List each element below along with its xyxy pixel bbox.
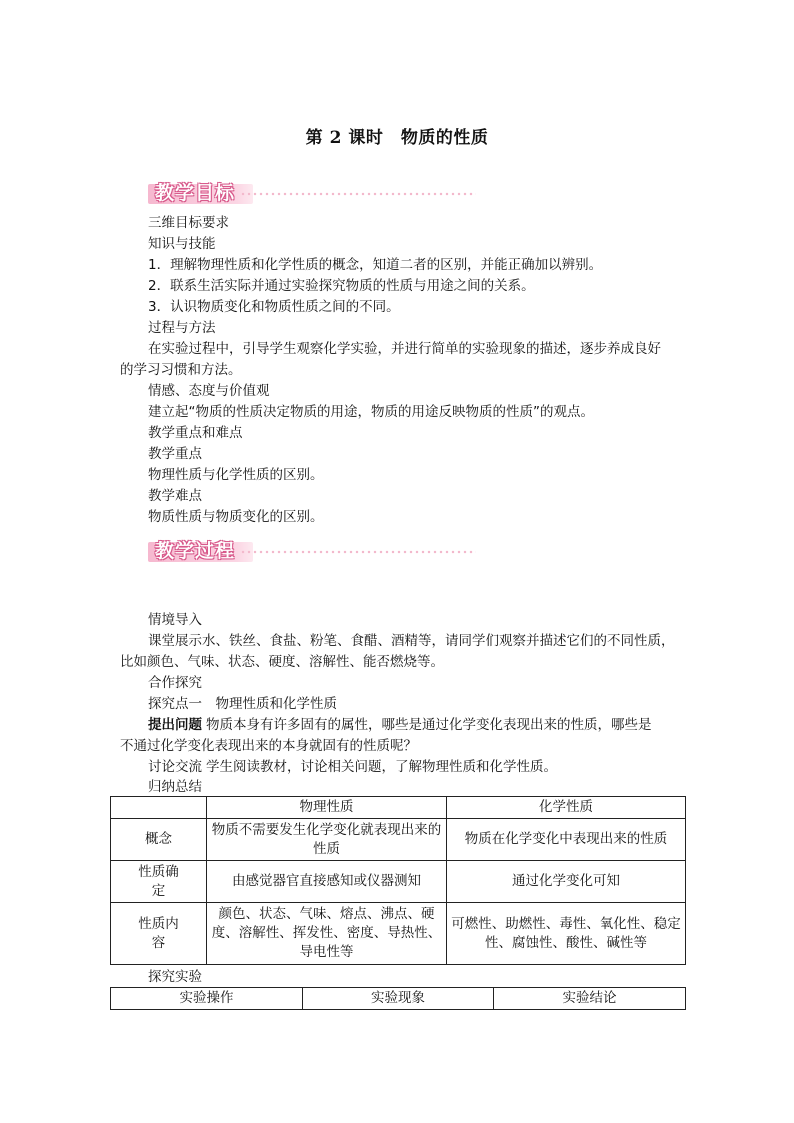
section-banner-process bbox=[148, 536, 478, 566]
table-cell: 颜色、状态、气味、熔点、沸点、硬度、溶解性、挥发性、密度、导热性、导电性等 bbox=[207, 903, 447, 965]
process-method-text-1: 在实验过程中，引导学生观察化学实验，并进行简单的实验现象的描述，逐步养成良好 bbox=[148, 341, 661, 357]
table-header-row bbox=[111, 988, 686, 1010]
table-header-cell bbox=[111, 797, 207, 819]
table-cell: 可燃性、助燃性、毒性、氧化性、稳定性、腐蚀性、酸性、碱性等 bbox=[447, 903, 686, 965]
table-header-row bbox=[111, 797, 686, 819]
heading-summary: 归纳总结 bbox=[148, 779, 202, 795]
table-header-cell: 实验操作 bbox=[111, 988, 303, 1010]
key-points-text: 物理性质与化学性质的区别。 bbox=[148, 467, 324, 483]
table-header-cell: 物理性质 bbox=[207, 797, 447, 819]
heading-knowledge-skills: 知识与技能 bbox=[148, 236, 216, 252]
discussion-line bbox=[148, 758, 557, 777]
table-header-cell: 实验结论 bbox=[494, 988, 686, 1010]
row-label-concept: 概念 bbox=[111, 819, 207, 861]
discussion-label: 讨论交流 bbox=[148, 759, 202, 775]
question-text-1: 物质本身有许多固有的属性，哪些是通过化学变化表现出来的性质，哪些是 bbox=[206, 717, 652, 733]
discussion-text: 学生阅读教材，讨论相关问题，了解物理性质和化学性质。 bbox=[206, 759, 557, 775]
heading-situation-intro: 情境导入 bbox=[148, 612, 202, 628]
section-banner-goals bbox=[148, 178, 478, 208]
heading-cooperative-inquiry: 合作探究 bbox=[148, 675, 202, 691]
process-method-text-2: 的学习习惯和方法。 bbox=[120, 362, 242, 378]
banner-dots bbox=[240, 192, 476, 196]
question-text-2: 不通过化学变化表现出来的本身就固有的性质呢？ bbox=[120, 738, 417, 754]
heading-key-points: 教学重点 bbox=[148, 446, 202, 462]
experiment-table bbox=[110, 987, 686, 1010]
question-line bbox=[148, 716, 652, 735]
table-row bbox=[111, 903, 686, 965]
heading-process-method: 过程与方法 bbox=[148, 320, 216, 336]
banner-dots bbox=[240, 550, 476, 554]
section-title-process: 教学过程 bbox=[155, 540, 236, 562]
attitude-values-text: 建立起“物质的性质决定物质的用途，物质的用途反映物质的性质”的观点。 bbox=[148, 404, 594, 420]
row-label-determination: 性质确定 bbox=[111, 861, 207, 903]
table-header-cell: 实验现象 bbox=[303, 988, 494, 1010]
page-title: 第 2 课时 物质的性质 bbox=[305, 128, 489, 148]
table-cell: 物质不需要发生化学变化就表现出来的性质 bbox=[207, 819, 447, 861]
property-comparison-table bbox=[110, 796, 686, 965]
inquiry-point-1: 探究点一 物理性质和化学性质 bbox=[148, 696, 337, 712]
section-title-goals: 教学目标 bbox=[155, 182, 236, 204]
heading-difficult-points: 教学难点 bbox=[148, 488, 202, 504]
goal-item-1: 1．理解物理性质和化学性质的概念，知道二者的区别，并能正确加以辨别。 bbox=[148, 257, 603, 273]
table-row bbox=[111, 819, 686, 861]
table-row bbox=[111, 861, 686, 903]
heading-3d-goals: 三维目标要求 bbox=[148, 215, 229, 231]
goal-item-2: 2．联系生活实际并通过实验探究物质的性质与用途之间的关系。 bbox=[148, 278, 535, 294]
goal-item-3: 3．认识物质变化和物质性质之间的不同。 bbox=[148, 299, 400, 315]
situation-intro-text-2: 比如颜色、气味、状态、硬度、溶解性、能否燃烧等。 bbox=[120, 654, 444, 670]
table-cell: 通过化学变化可知 bbox=[447, 861, 686, 903]
heading-attitude-values: 情感、态度与价值观 bbox=[148, 383, 270, 399]
difficult-points-text: 物质性质与物质变化的区别。 bbox=[148, 509, 324, 525]
question-label: 提出问题 bbox=[148, 717, 202, 733]
table-cell: 由感觉器官直接感知或仪器测知 bbox=[207, 861, 447, 903]
situation-intro-text-1: 课堂展示水、铁丝、食盐、粉笔、食醋、酒精等，请同学们观察并描述它们的不同性质， bbox=[148, 633, 675, 649]
heading-experiment: 探究实验 bbox=[148, 969, 202, 985]
table-cell: 物质在化学变化中表现出来的性质 bbox=[447, 819, 686, 861]
row-label-content: 性质内容 bbox=[111, 903, 207, 965]
heading-key-difficult: 教学重点和难点 bbox=[148, 425, 243, 441]
table-header-cell: 化学性质 bbox=[447, 797, 686, 819]
